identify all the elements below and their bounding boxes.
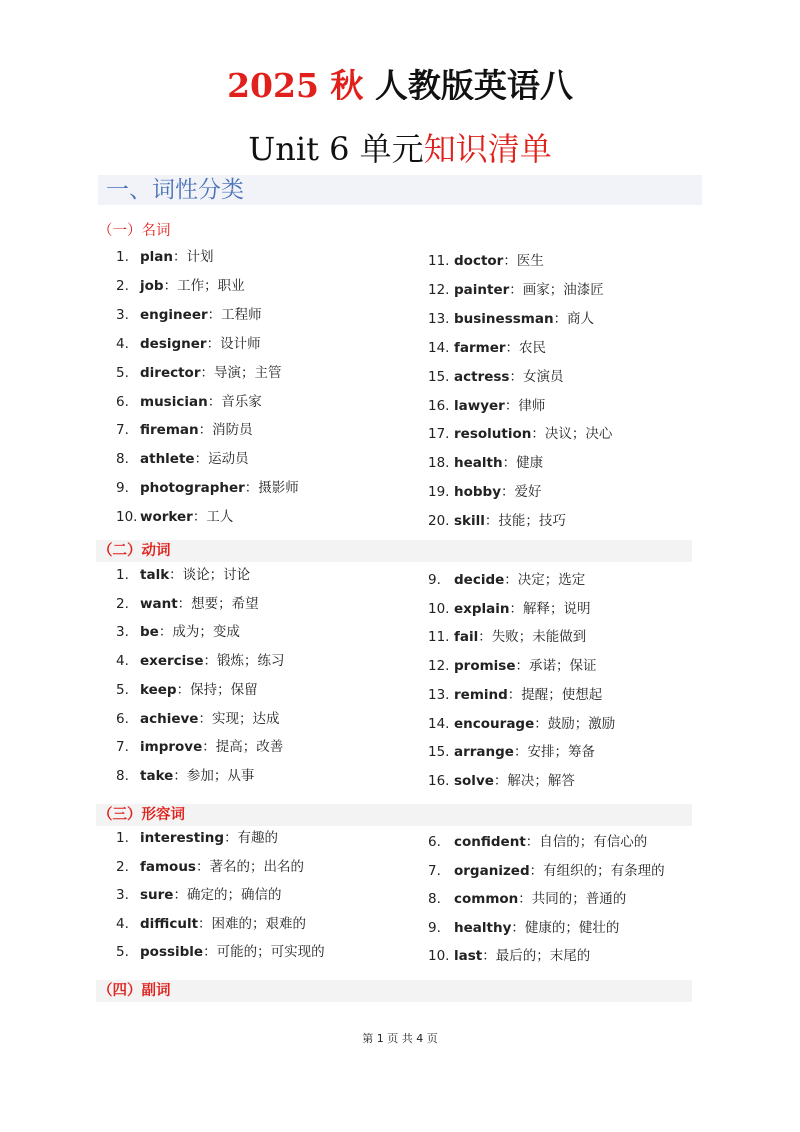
item-meaning: ：鼓励；激励 <box>534 715 616 732</box>
item-number: 5. <box>116 944 129 961</box>
item-number: 9. <box>428 572 441 588</box>
verbs-item <box>428 772 575 790</box>
item-word: achieve <box>140 710 199 727</box>
adjectives-item <box>116 886 281 904</box>
nouns-item <box>116 393 262 411</box>
nouns-item <box>428 397 545 415</box>
title-line2-text: Unit 6 单元 <box>248 130 424 168</box>
item-number: 15. <box>428 368 450 385</box>
item-word: engineer <box>140 306 208 323</box>
item-meaning: ：医生 <box>503 253 544 269</box>
item-number: 10. <box>428 948 450 965</box>
item-word: explain <box>454 600 510 617</box>
item-word: improve <box>140 739 203 756</box>
item-meaning: ：共同的；普通的 <box>518 891 627 908</box>
item-number: 5. <box>116 681 129 698</box>
item-number: 9. <box>116 480 129 497</box>
nouns-item <box>116 277 245 295</box>
item-word: farmer <box>454 339 506 356</box>
item-meaning: ：困难的；艰难的 <box>198 915 307 932</box>
item-number: 4. <box>116 335 129 352</box>
nouns-item <box>116 421 253 439</box>
item-number: 12. <box>428 281 450 298</box>
item-number: 6. <box>116 393 129 410</box>
verbs-heading: （二）动词 <box>96 540 692 562</box>
nouns-heading: （一）名词 <box>98 223 171 239</box>
verbs-item <box>428 600 591 618</box>
item-word: director <box>140 364 201 381</box>
item-meaning: ：成为；变成 <box>158 624 240 641</box>
item-number: 14. <box>428 715 450 732</box>
item-meaning: ：农民 <box>505 339 547 356</box>
item-number: 8. <box>428 891 441 908</box>
item-number: 11. <box>428 253 450 269</box>
item-word: common <box>454 891 519 908</box>
item-meaning: ：锻炼；练习 <box>203 653 285 670</box>
item-number: 19. <box>428 484 450 501</box>
item-number: 15. <box>428 744 450 761</box>
nouns-item <box>116 248 214 266</box>
item-number: 1. <box>116 830 129 846</box>
item-meaning: ：健康 <box>502 455 544 472</box>
item-number: 16. <box>428 772 450 789</box>
page-footer: 第 1 页 共 4 页 <box>362 1032 438 1045</box>
section-heading: 一、词性分类 <box>98 175 702 205</box>
item-number: 20. <box>428 513 450 530</box>
item-meaning: ：著名的；出名的 <box>195 858 304 875</box>
item-word: promise <box>454 658 516 675</box>
document-title-line2 <box>0 124 800 170</box>
item-meaning: ：承诺；保证 <box>515 658 597 675</box>
item-meaning: ：决议；决心 <box>531 426 613 443</box>
item-number: 11. <box>428 629 450 646</box>
item-meaning: ：计划 <box>173 249 214 265</box>
item-word: painter <box>454 281 510 298</box>
item-number: 7. <box>116 422 129 439</box>
item-word: resolution <box>454 426 532 443</box>
nouns-item <box>428 252 544 270</box>
verbs-item <box>116 652 285 670</box>
item-meaning: ：解释；说明 <box>509 600 591 617</box>
item-word: talk <box>140 567 170 583</box>
verbs-item <box>116 595 259 613</box>
item-meaning: ：想要；希望 <box>177 595 259 612</box>
nouns-item <box>428 281 604 299</box>
document-title-line1 <box>0 60 800 100</box>
item-word: skill <box>454 513 485 530</box>
adjectives-item <box>428 919 619 937</box>
item-number: 10. <box>428 600 450 617</box>
item-word: plan <box>140 249 174 265</box>
adjectives-item <box>428 947 590 965</box>
item-meaning: ：保持；保留 <box>176 681 258 698</box>
item-word: decide <box>454 572 505 588</box>
item-meaning: ：谈论；讨论 <box>169 567 251 583</box>
item-number: 10. <box>116 509 138 526</box>
item-word: sure <box>140 887 174 904</box>
item-word: famous <box>140 858 196 875</box>
item-meaning: ：律师 <box>504 397 546 414</box>
item-meaning: ：提高；改善 <box>202 739 284 756</box>
item-word: fail <box>454 629 479 646</box>
verbs-item <box>116 681 258 699</box>
item-word: encourage <box>454 715 535 732</box>
title-line1-text: 人教版英语八 <box>374 66 573 100</box>
nouns-item <box>428 425 612 443</box>
title-line2-red: 知识清单 <box>423 130 552 168</box>
item-word: fireman <box>140 422 199 439</box>
adjectives-item <box>116 915 306 933</box>
item-number: 3. <box>116 306 129 323</box>
item-meaning: ：可能的；可实现的 <box>203 944 325 961</box>
item-word: keep <box>140 681 177 698</box>
item-number: 6. <box>428 834 441 850</box>
item-number: 4. <box>116 653 129 670</box>
item-meaning: ：决定；选定 <box>504 572 586 588</box>
item-number: 9. <box>428 919 441 936</box>
item-word: hobby <box>454 484 502 501</box>
item-meaning: ：提醒；使想起 <box>507 686 603 703</box>
item-meaning: ：消防员 <box>198 422 253 439</box>
item-word: want <box>140 595 178 612</box>
item-meaning: ：工人 <box>192 509 234 526</box>
nouns-item <box>428 483 542 501</box>
item-number: 13. <box>428 686 450 703</box>
verbs-item <box>428 743 595 761</box>
verbs-item <box>116 710 279 728</box>
item-word: lawyer <box>454 397 505 414</box>
item-meaning: ：女演员 <box>509 368 564 385</box>
item-word: athlete <box>140 451 195 468</box>
verbs-item <box>116 623 240 641</box>
verbs-item <box>428 715 615 733</box>
item-word: be <box>140 624 159 641</box>
item-meaning: ：健康的；健壮的 <box>511 919 620 936</box>
item-number: 18. <box>428 455 450 472</box>
item-number: 3. <box>116 887 129 904</box>
item-number: 1. <box>116 567 129 583</box>
item-meaning: ：有趣的 <box>224 830 279 846</box>
item-word: exercise <box>140 653 204 670</box>
item-word: actress <box>454 368 510 385</box>
item-word: remind <box>454 686 508 703</box>
item-number: 8. <box>116 767 129 784</box>
adjectives-item <box>116 943 325 961</box>
item-word: health <box>454 455 503 472</box>
item-meaning: ：商人 <box>553 310 595 327</box>
item-meaning: ：自信的；有信心的 <box>525 834 648 850</box>
nouns-item <box>428 512 566 530</box>
item-word: interesting <box>140 830 225 846</box>
item-number: 13. <box>428 310 450 327</box>
item-meaning: ：安排；筹备 <box>513 744 595 761</box>
nouns-item <box>116 508 233 526</box>
item-meaning: ：最后的；末尾的 <box>482 948 591 965</box>
item-number: 2. <box>116 277 129 294</box>
item-meaning: ：确定的；确信的 <box>173 887 282 904</box>
item-meaning: ：工作；职业 <box>163 277 245 294</box>
title-year-red: 2025 秋 <box>227 66 364 100</box>
item-number: 17. <box>428 426 450 443</box>
item-word: designer <box>140 335 207 352</box>
item-meaning: ：导演；主管 <box>200 364 282 381</box>
item-meaning: ：技能；技巧 <box>484 513 566 530</box>
adjectives-item <box>116 829 278 847</box>
item-meaning: ：工程师 <box>207 306 262 323</box>
item-number: 4. <box>116 915 129 932</box>
item-meaning: ：画家；油漆匠 <box>509 281 604 298</box>
item-number: 14. <box>428 339 450 356</box>
item-word: organized <box>454 862 530 879</box>
item-word: arrange <box>454 744 514 761</box>
item-meaning: ：有组织的；有条理的 <box>529 862 665 879</box>
item-word: photographer <box>140 480 245 497</box>
verbs-item <box>428 686 602 704</box>
item-word: possible <box>140 944 204 961</box>
item-word: take <box>140 767 174 784</box>
item-number: 7. <box>116 739 129 756</box>
item-number: 7. <box>428 862 441 879</box>
item-word: musician <box>140 393 208 410</box>
item-number: 3. <box>116 624 129 641</box>
item-word: job <box>140 277 164 294</box>
adverbs-heading: （四）副词 <box>96 980 692 1002</box>
item-number: 1. <box>116 249 129 265</box>
item-meaning: ：音乐家 <box>207 393 262 410</box>
item-word: doctor <box>454 253 504 269</box>
item-meaning: ：运动员 <box>194 451 249 468</box>
item-meaning: ：设计师 <box>206 335 261 352</box>
nouns-item <box>116 450 249 468</box>
item-word: solve <box>454 772 494 789</box>
nouns-item <box>116 479 299 497</box>
item-number: 2. <box>116 595 129 612</box>
item-word: confident <box>454 834 526 850</box>
item-meaning: ：解决；解答 <box>493 772 575 789</box>
nouns-item <box>428 368 563 386</box>
nouns-item <box>428 454 543 472</box>
nouns-item <box>116 306 262 324</box>
item-number: 8. <box>116 451 129 468</box>
adjectives-item <box>116 858 304 876</box>
nouns-item <box>116 335 261 353</box>
verbs-item <box>116 767 254 785</box>
adjectives-item <box>428 890 626 908</box>
verbs-item <box>116 738 283 756</box>
item-meaning: ：实现；达成 <box>198 710 280 727</box>
item-meaning: ：参加；从事 <box>173 767 255 784</box>
verbs-item <box>428 657 596 675</box>
item-number: 5. <box>116 364 129 381</box>
nouns-item <box>428 310 594 328</box>
adjectives-item <box>428 833 647 851</box>
item-number: 16. <box>428 397 450 414</box>
item-number: 2. <box>116 858 129 875</box>
item-word: businessman <box>454 310 554 327</box>
nouns-item <box>428 339 546 357</box>
item-word: worker <box>140 509 193 526</box>
item-meaning: ：爱好 <box>501 484 542 501</box>
item-meaning: ：失败；未能做到 <box>478 629 587 646</box>
nouns-item <box>116 364 282 382</box>
item-meaning: ：摄影师 <box>244 480 299 497</box>
item-word: last <box>454 948 483 965</box>
adjectives-heading: （三）形容词 <box>96 804 692 826</box>
verbs-item <box>428 571 585 589</box>
verbs-item <box>428 628 586 646</box>
item-word: difficult <box>140 915 199 932</box>
item-number: 12. <box>428 658 450 675</box>
verbs-item <box>116 566 250 584</box>
adjectives-item <box>428 862 665 880</box>
item-word: healthy <box>454 919 512 936</box>
item-number: 6. <box>116 710 129 727</box>
